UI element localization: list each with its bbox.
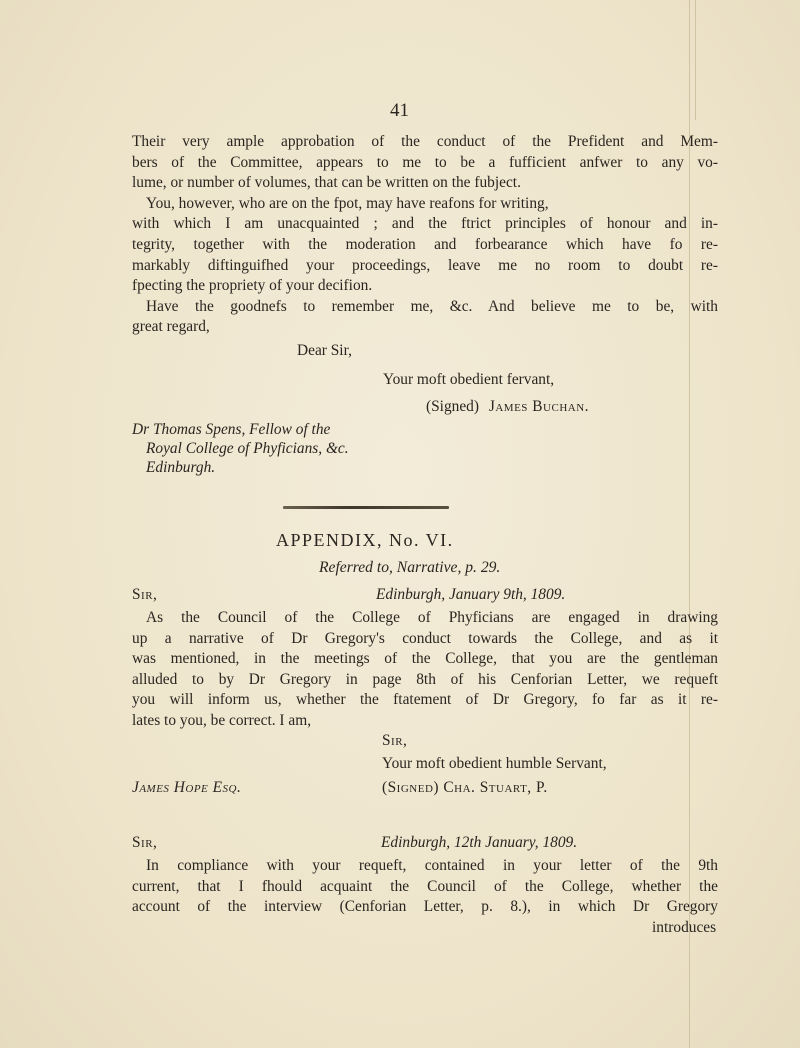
text-line: current, that I fhould acquaint the Council of the College, whether the: [132, 877, 718, 895]
signed-label: (Signed): [426, 398, 480, 415]
section-divider: [283, 506, 449, 509]
addressee-line: Edinburgh.: [146, 459, 216, 476]
closing: Your moft obedient humble Servant,: [382, 755, 607, 772]
page-edge-line: [695, 0, 696, 120]
text-line: with which I am unacquainted ; and the ftrict principles of honour and in-: [132, 215, 718, 233]
text-line: You, however, who are on the fpot, may have reafons for writing,: [146, 194, 549, 212]
text-line: markably diftinguifhed your proceedings, leave me no room to doubt re-: [132, 256, 718, 274]
page-number: 41: [390, 100, 409, 121]
text-line: fpecting the propriety of your decifion.: [132, 277, 373, 295]
text-line: Their very ample approbation of the conduct of the Prefident and Mem-: [132, 133, 718, 150]
appendix-reference: Referred to, Narrative, p. 29.: [319, 559, 501, 576]
dateline: Edinburgh, 12th January, 1809.: [381, 834, 578, 851]
appendix-heading: APPENDIX, No. VI.: [276, 530, 454, 550]
signature-line: (Signed) Cha. Stuart, P.: [382, 779, 548, 796]
text-line: Have the goodnefs to remember me, &c. And believe me to be, with: [146, 297, 718, 315]
text-line: tegrity, together with the moderation and forbearance which have fo re-: [132, 235, 718, 253]
catchword: introduces: [652, 919, 717, 936]
dateline: Edinburgh, January 9th, 1809.: [376, 586, 566, 603]
addressee: James Hope Esq.: [132, 779, 242, 796]
text-line: account of the interview (Cenforian Letter, p. 8.), in which Dr Gregory: [132, 898, 718, 916]
text-line: bers of the Committee, appears to me to be a fufficient anfwer to any vo-: [132, 153, 718, 171]
letter1-body: [132, 132, 718, 338]
addressee-line: Dr Thomas Spens, Fellow of the: [132, 421, 331, 438]
letter3-body: [132, 856, 718, 918]
closing: Your moft obedient fervant,: [383, 371, 555, 388]
text-line: up a narrative of Dr Gregory's conduct towards the College, and as it: [132, 629, 718, 647]
text-line: you will inform us, whether the ftatement of Dr Gregory, fo far as it re-: [132, 691, 718, 709]
text-line: was mentioned, in the meetings of the College, that you are the gentleman: [132, 650, 718, 668]
text-line: alluded to by Dr Gregory in page 8th of his Cenforian Letter, we requeft: [132, 670, 718, 688]
text-line: As the Council of the College of Phyficians are engaged in drawing: [146, 609, 718, 626]
greeting: Sir,: [132, 586, 158, 603]
text-line: In compliance with your requeft, contained in your letter of the 9th: [146, 857, 718, 874]
salutation: Dear Sir,: [297, 342, 352, 359]
text-line: lates to you, be correct. I am,: [132, 711, 312, 729]
letter2-body: [132, 608, 718, 732]
signer-name: James Buchan.: [488, 398, 589, 415]
sir-line: Sir,: [382, 732, 408, 749]
text-line: lume, or number of volumes, that can be written on the fubject.: [132, 174, 521, 192]
text-line: great regard,: [132, 318, 210, 336]
addressee-block: [132, 420, 349, 477]
greeting: Sir,: [132, 834, 158, 851]
addressee-line: Royal College of Phyficians, &c.: [146, 440, 349, 457]
signature-line: [426, 398, 589, 416]
